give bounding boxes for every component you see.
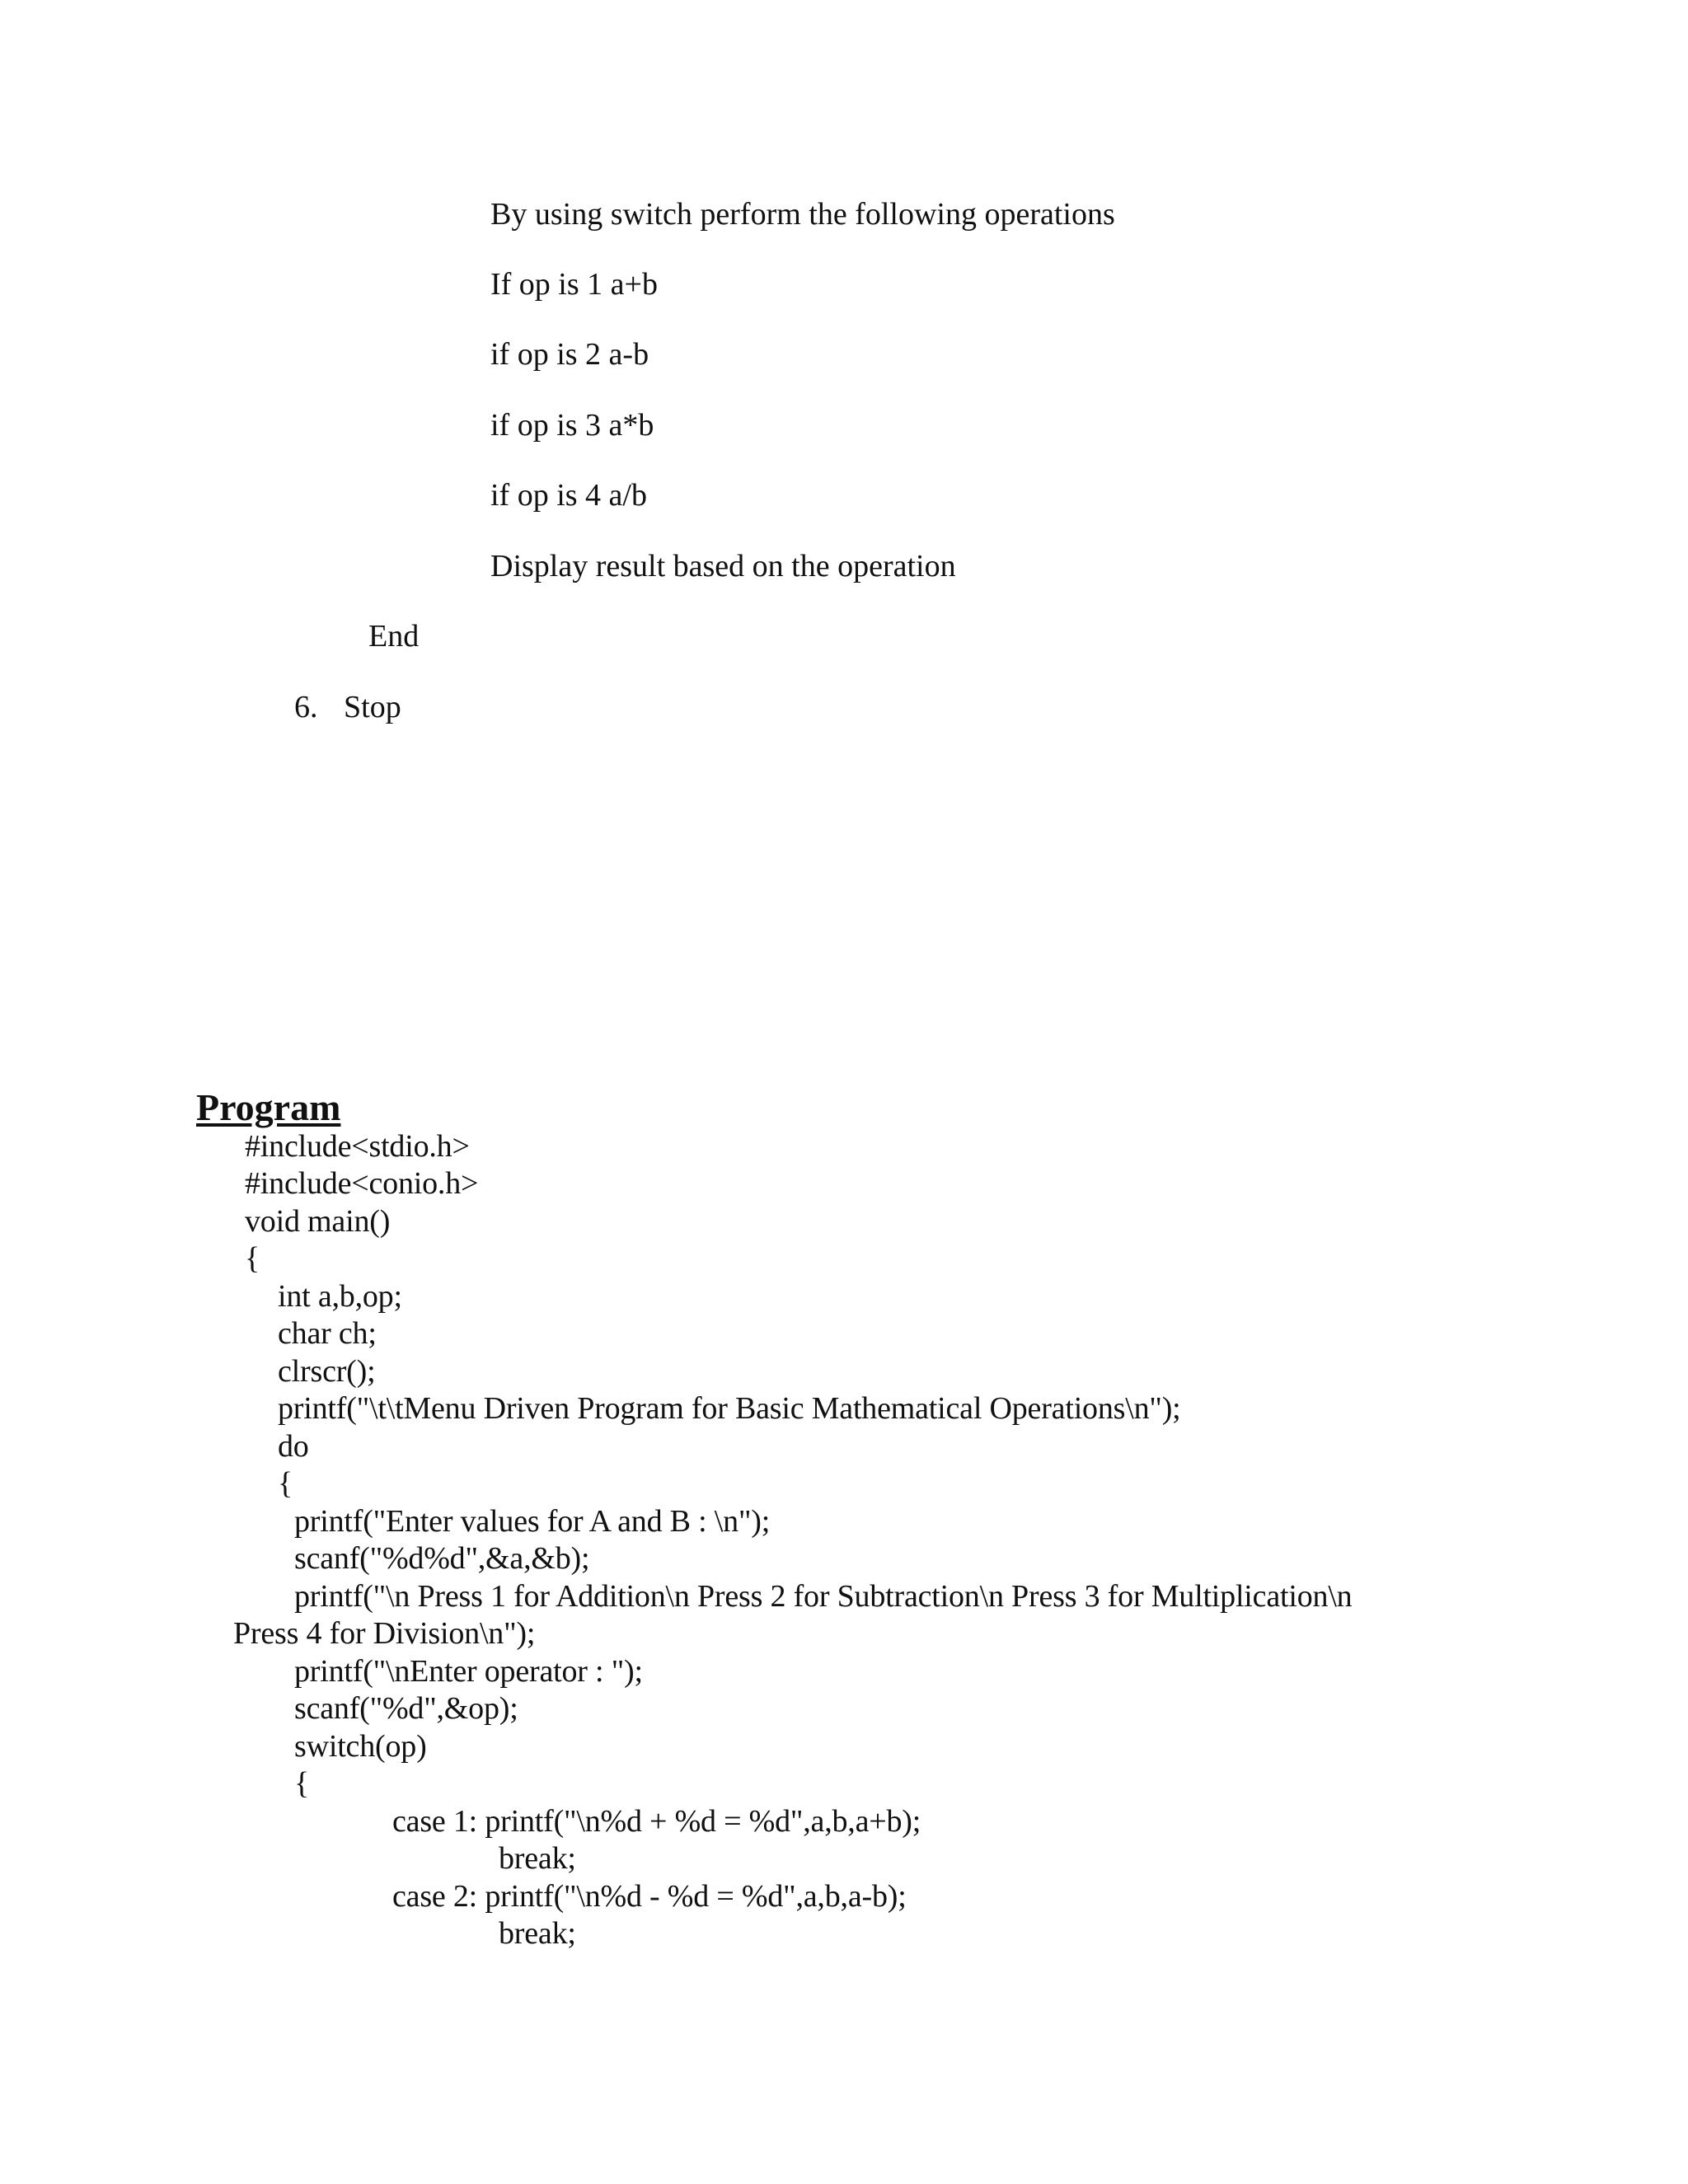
algorithm-op1: If op is 1 a+b <box>490 267 658 302</box>
code-line: printf("\t\tMenu Driven Program for Basic Mathematical Operations\n"); <box>278 1391 1181 1426</box>
code-line: clrscr(); <box>278 1354 376 1389</box>
algorithm-end: End <box>368 619 420 654</box>
code-line: printf("Enter values for A and B : \n"); <box>294 1504 771 1539</box>
code-line: do <box>278 1429 309 1464</box>
algorithm-display: Display result based on the operation <box>490 549 956 583</box>
code-line: printf("\nEnter operator : "); <box>294 1654 643 1689</box>
code-line: scanf("%d%d",&a,&b); <box>294 1541 590 1576</box>
code-line: case 2: printf("\n%d - %d = %d",a,b,a-b); <box>392 1879 907 1914</box>
algorithm-op4: if op is 4 a/b <box>490 478 647 513</box>
code-line: { <box>294 1766 310 1801</box>
code-line: printf("\n Press 1 for Addition\n Press 2 for Subtraction\n Press 3 for Multiplication\n <box>294 1579 1353 1614</box>
code-line: char ch; <box>278 1316 377 1351</box>
algorithm-step6-number: 6. <box>294 690 318 724</box>
code-line: #include<stdio.h> <box>245 1129 470 1164</box>
code-line: case 1: printf("\n%d + %d = %d",a,b,a+b); <box>392 1804 921 1839</box>
algorithm-op2: if op is 2 a-b <box>490 337 649 372</box>
code-line: break; <box>499 1916 576 1951</box>
code-line: { <box>278 1466 293 1501</box>
program-heading: Program <box>196 1086 341 1128</box>
code-line: scanf("%d",&op); <box>294 1691 518 1726</box>
code-line: { <box>245 1241 260 1276</box>
code-line: switch(op) <box>294 1729 427 1764</box>
code-line: Press 4 for Division\n"); <box>233 1616 536 1651</box>
algorithm-step6-text: Stop <box>344 690 401 724</box>
algorithm-switch-intro: By using switch perform the following operations <box>490 197 1115 232</box>
code-line: break; <box>499 1841 576 1876</box>
code-line: int a,b,op; <box>278 1279 402 1314</box>
code-line: #include<conio.h> <box>245 1166 479 1201</box>
code-line: void main() <box>245 1204 391 1239</box>
algorithm-op3: if op is 3 a*b <box>490 408 654 443</box>
